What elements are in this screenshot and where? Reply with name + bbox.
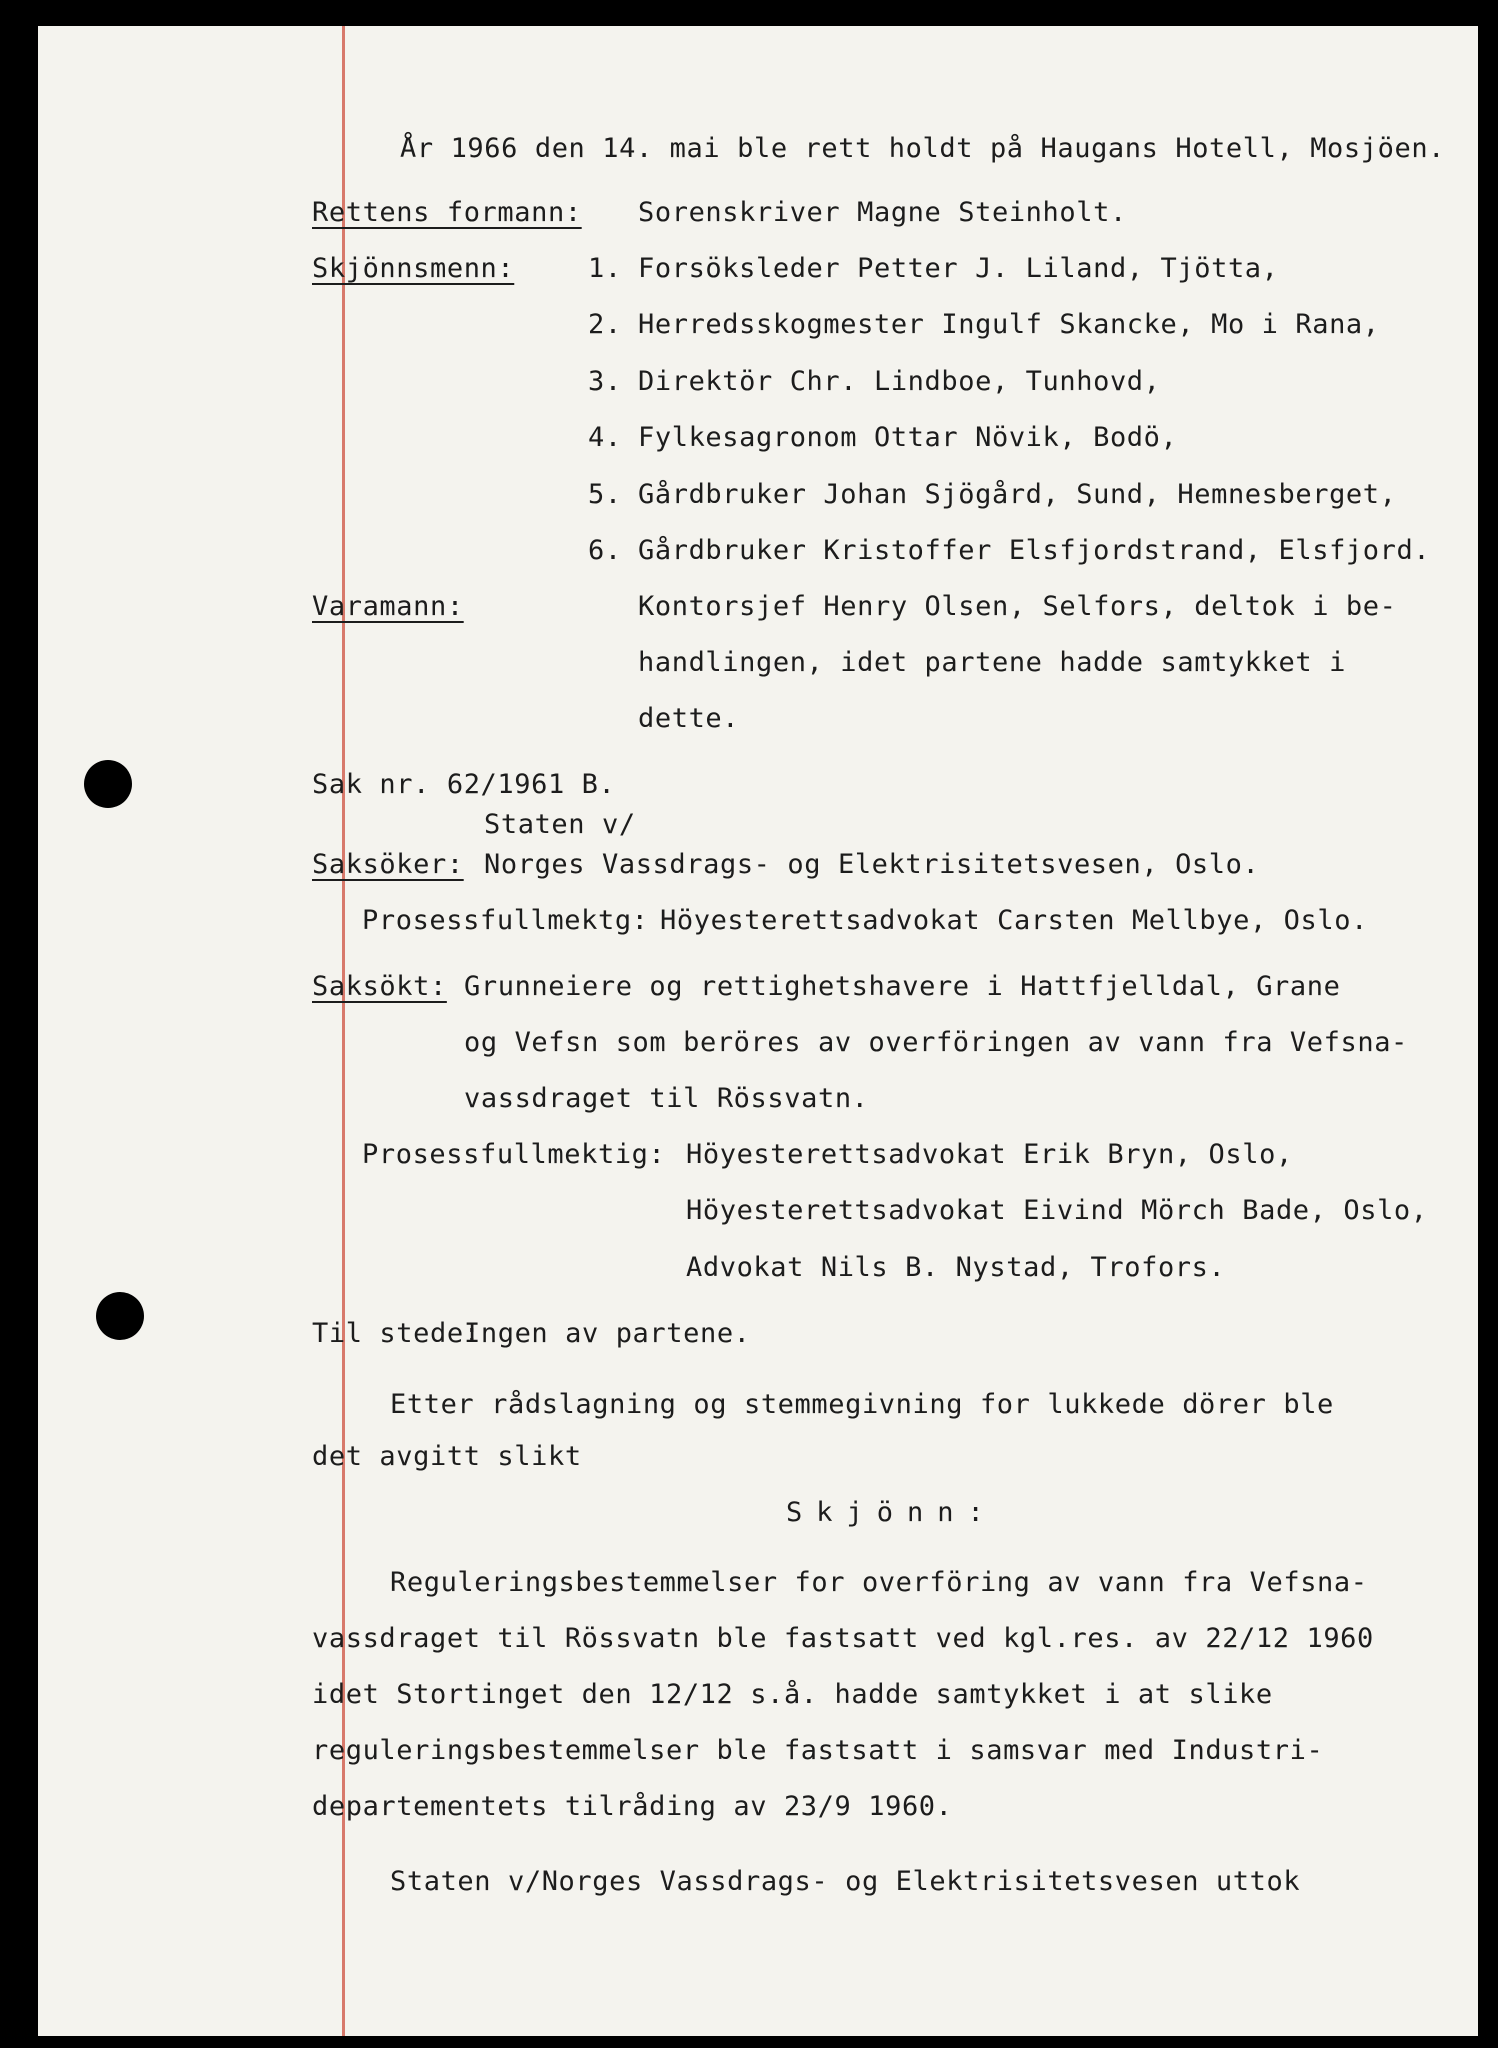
defendant-counsel-line: Höyesterettsadvokat Eivind Mörch Bade, Oslo, [686,1195,1428,1226]
defendant-counsel-label: Prosessfullmektig: [362,1139,666,1170]
defendant-line: Grunneiere og rettighetshavere i Hattfjelldal, Grane [464,971,1341,1002]
header-line: År 1966 den 14. mai ble rett holdt på Haugans Hotell, Mosjöen. [400,133,1446,164]
assessor-number: 1. [588,253,622,284]
deputy-line: handlingen, idet partene hadde samtykket i [638,647,1346,678]
body-line: idet Stortinget den 12/12 s.å. hadde samtykket i at slike [312,1679,1273,1710]
body-line: Reguleringsbestemmelser for overföring av vann fra Vefsna- [390,1567,1368,1598]
assessor-number: 4. [588,422,622,453]
present-value: Ingen av partene. [464,1318,751,1349]
body-line: vassdraget til Rössvatn ble fastsatt ved kgl.res. av 22/12 1960 [312,1623,1374,1654]
heading-skjonn: Skjönn: [786,1497,998,1528]
body-line: reguleringsbestemmelser ble fastsatt i samsvar med Industri- [312,1735,1324,1766]
document-page [38,26,1478,2036]
assessor-text: Gårdbruker Johan Sjögård, Sund, Hemnesberget, [638,479,1397,510]
punch-hole-top [84,760,132,808]
assessor-number: 5. [588,479,622,510]
defendant-counsel-line: Höyesterettsadvokat Erik Bryn, Oslo, [686,1139,1293,1170]
plaintiff-label: Saksöker: [312,849,464,880]
plaintiff-counsel-label: Prosessfullmektg: [362,905,649,936]
deputy-label: Varamann: [312,591,464,622]
closing-line: Staten v/Norges Vassdrags- og Elektrisitetsvesen uttok [390,1866,1301,1897]
defendant-label: Saksökt: [312,971,447,1002]
plaintiff-prefix: Staten v/ [484,809,636,840]
assessor-text: Fylkesagronom Ottar Növik, Bodö, [638,422,1178,453]
defendant-counsel-line: Advokat Nils B. Nystad, Trofors. [686,1252,1226,1283]
assessor-text: Direktör Chr. Lindboe, Tunhovd, [638,366,1161,397]
assessor-number: 2. [588,309,622,340]
plaintiff-counsel-value: Höyesterettsadvokat Carsten Mellbye, Oslo. [660,905,1368,936]
body-line: departementets tilråding av 23/9 1960. [312,1791,953,1822]
case-number: Sak nr. 62/1961 B. [312,769,616,800]
assessor-text: Gårdbruker Kristoffer Elsfjordstrand, Elsfjord. [638,535,1431,566]
present-label: Til stede: [312,1318,481,1349]
assessor-text: Forsöksleder Petter J. Liland, Tjötta, [638,253,1279,284]
deputy-line: Kontorsjef Henry Olsen, Selfors, deltok i be- [638,591,1397,622]
punch-hole-bottom [96,1292,144,1340]
assessor-number: 6. [588,535,622,566]
deputy-line: dette. [638,703,740,734]
defendant-line: og Vefsn som beröres av overföringen av vann fra Vefsna- [464,1027,1408,1058]
defendant-line: vassdraget til Rössvatn. [464,1083,869,1114]
deliberation-line: det avgitt slikt [312,1441,582,1472]
chair-value: Sorenskriver Magne Steinholt. [638,197,1127,228]
chair-label: Rettens formann: [312,197,582,228]
plaintiff-value: Norges Vassdrags- og Elektrisitetsvesen, Oslo. [484,849,1260,880]
assessor-text: Herredsskogmester Ingulf Skancke, Mo i Rana, [638,309,1380,340]
deliberation-line: Etter rådslagning og stemmegivning for lukkede dörer ble [390,1389,1334,1420]
assessors-label: Skjönnsmenn: [312,253,515,284]
assessor-number: 3. [588,366,622,397]
